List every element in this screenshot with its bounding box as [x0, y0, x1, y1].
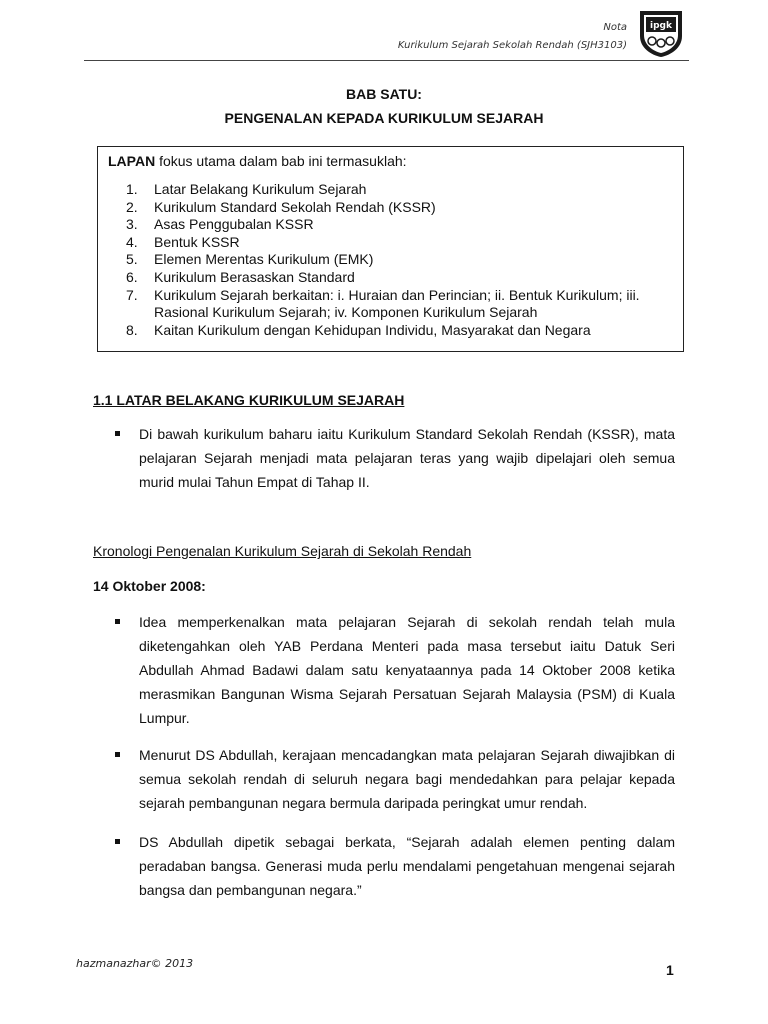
page-number: 1: [666, 962, 674, 978]
bullet-square-icon: [115, 619, 120, 624]
bullet-item: [115, 610, 675, 730]
bullet-square-icon: [115, 839, 120, 844]
focus-intro-text: fokus utama dalam bab ini termasuklah:: [155, 153, 407, 169]
shield-emblem-icon: [636, 8, 686, 58]
bullet-item: [115, 830, 675, 902]
focus-item: 4. Bentuk KSSR: [126, 233, 240, 250]
focus-intro: [108, 153, 407, 169]
focus-list: [126, 181, 678, 339]
focus-intro-bold: LAPAN: [108, 153, 156, 169]
bullet-item: [115, 422, 675, 494]
section-heading: 1.1 LATAR BELAKANG KURIKULUM SEJARAH: [93, 392, 405, 408]
subsection-heading: Kronologi Pengenalan Kurikulum Sejarah di Sekolah Rendah: [93, 543, 472, 559]
header-course-title: Kurikulum Sejarah Sekolah Rendah (SJH3103): [397, 40, 627, 51]
focus-item: 2. Kurikulum Standard Sekolah Rendah (KSSR): [126, 198, 436, 215]
bullet-text: DS Abdullah dipetik sebagai berkata, “Sejarah adalah elemen penting dalam peradaban bangsa. Generasi muda perlu mendalami pengetahuan mengenai sejarah bangsa dan pembangunan negara.”: [139, 834, 675, 898]
bullet-square-icon: [115, 752, 120, 757]
date-heading: 14 Oktober 2008:: [93, 578, 206, 594]
bullet-text: Menurut DS Abdullah, kerajaan mencadangkan mata pelajaran Sejarah diwajibkan di semua sekolah rendah di seluruh negara bagi mendedahkan para pelajar kepada sejarah pembangunan negara bermula daripada peringkat umur rendah.: [139, 747, 675, 811]
focus-item: 3. Asas Penggubalan KSSR: [126, 216, 314, 233]
focus-box: [97, 146, 684, 352]
focus-item: 5. Elemen Merentas Kurikulum (EMK): [126, 251, 374, 268]
bullet-square-icon: [115, 431, 120, 436]
institution-logo: [636, 8, 686, 58]
focus-item: 1. Latar Belakang Kurikulum Sejarah: [126, 181, 367, 197]
footer-author: hazmanazhar© 2013: [76, 957, 194, 970]
focus-item: 7. Kurikulum Sejarah berkaitan: i. Huraian dan Perincian; ii. Bentuk Kurikulum; iii. Rasional Kurikulum Sejarah; iv. Komponen Kurikulum Sejarah: [126, 286, 640, 321]
bullet-text: Idea memperkenalkan mata pelajaran Sejarah di sekolah rendah telah mula diketengahkan oleh YAB Perdana Menteri pada masa tersebut iaitu Datuk Seri Abdullah Ahmad Badawi dalam satu kenyataannya pada 14 Oktober 2008 ketika merasmikan Bangunan Wisma Sejarah Persatuan Sejarah Malaysia (PSM) di Kuala Lumpur.: [139, 614, 675, 726]
focus-item: 6. Kurikulum Berasaskan Standard: [126, 268, 355, 285]
bullet-item: [115, 743, 675, 815]
chapter-heading: PENGENALAN KEPADA KURIKULUM SEJARAH: [224, 110, 544, 126]
bullet-text: Di bawah kurikulum baharu iaitu Kurikulum Standard Sekolah Rendah (KSSR), mata pelajaran Sejarah menjadi mata pelajaran teras yang wajib dipelajari oleh semua murid mulai Tahun Empat di Tahap II.: [139, 426, 675, 490]
header-nota: Nota: [603, 22, 627, 33]
focus-item: 8. Kaitan Kurikulum dengan Kehidupan Individu, Masyarakat dan Negara: [126, 321, 591, 338]
chapter-label: BAB SATU:: [346, 86, 422, 102]
logo-text: ipgk: [650, 21, 672, 31]
header-divider: [84, 60, 689, 61]
